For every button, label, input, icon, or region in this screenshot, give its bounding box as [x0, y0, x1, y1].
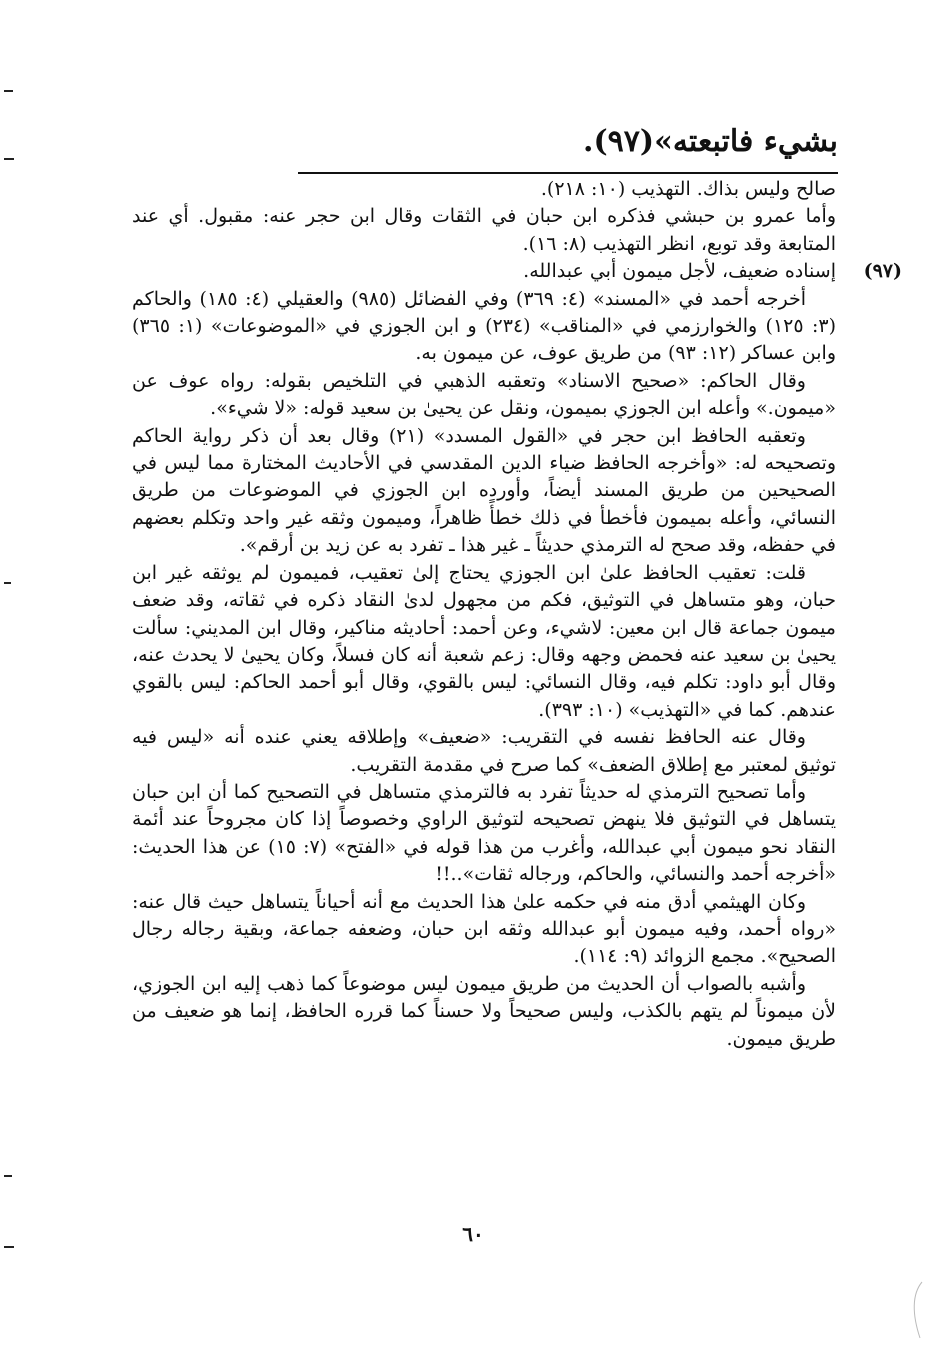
- running-title: بشيء فاتبعته»(٩٧).: [583, 124, 838, 159]
- paragraph: أخرجه أحمد في «المسند» (٤: ٣٦٩) وفي الفضائل (٩٨٥) والعقيلي (٤: ١٨٥) والحاكم (٣: ١٢٥) والخوارزمي في «المناقب» (٢٣٤) و ابن الجوزي في «الموضوعات» (١: ٣٦٥) وابن عساكر (١٢: ٩٣) من طريق عوف، عن ميمون به.: [132, 287, 836, 365]
- paragraph: وأما عمرو بن حبشي فذكره ابن حبان في الثقات وقال ابن حجر عنه: مقبول. أي عند المتابعة وقد توبع، انظر التهذيب (٨: ١٦).: [132, 205, 836, 255]
- header-rule: [298, 172, 838, 174]
- margin-mark: [4, 90, 13, 92]
- body-text: [132, 176, 902, 1053]
- paragraph: وكان الهيثمي أدق منه في حكمه علىٰ هذا الحديث مع أنه أحياناً يتساهل حيث قال عنه: «رواه أحمد، وفيه ميمون أبو عبدالله وثقه ابن حبان، وضعفه جماعة، وبقية رجاله رجال الصحيح». مجمع الزوائد (٩: ١١٤).: [132, 890, 836, 968]
- footnote-heading: [132, 258, 902, 285]
- paragraph: إسناده ضعيف، لأجل ميمون أبي عبدالله.: [523, 260, 836, 283]
- margin-mark: [4, 1246, 14, 1248]
- paragraph: وأشبه بالصواب أن الحديث من طريق ميمون ليس موضوعاً كما ذهب إليه ابن الجوزي، لأن ميموناً لم يتهم بالكذب، وليس صحيحاً ولا حسناً كما قرره الحافظ، إنما هو ضعيف من طريق ميمون.: [132, 972, 836, 1050]
- margin-mark: [4, 158, 14, 160]
- page-number: ٦٠: [462, 1222, 484, 1246]
- margin-mark: [4, 1175, 12, 1177]
- paragraph: قلت: تعقيب الحافظ علىٰ ابن الجوزي يحتاج إلىٰ تعقيب، فميمون لم يوثقه غير ابن حبان، وهو متساهل في التوثيق، فكم من مجهول لدىٰ النقاد ذكره في ثقاته، وقد ضعف ميمون جماعة قال ابن معين: لاشيء، وعن أحمد: أحاديثه مناكير، وقال ابن المديني: سألت يحيىٰ بن سعيد عنه فحمض وجهه وقال: زعم شعبة أنه كان فسلاً، وكان يحيىٰ لا يحدث عنه، وقال أبو داود: تكلم فيه، وقال النسائي: ليس بالقوي، وقال أبو أحمد الحاكم: ليس بالقوي عندهم. كما في «التهذيب» (١٠: ٣٩٣).: [132, 561, 836, 721]
- paragraph: وتعقبه الحافظ ابن حجر في «القول المسدد» (٢١) وقال بعد أن ذكر رواية الحاكم وتصحيحه له: «وأخرجه الحافظ ضياء الدين المقدسي في الأحاديث المختارة مما ليس في الصحيحين من طريق المسند أيضاً، وأورده ابن الجوزي في الموضوعات من طريق النسائي، وأعله بميمون فأخطأ في ذلك خطأً ظاهراً، وميمون وثقه غير واحد وتكلم بعضهم في حفظه، وقد صحح له الترمذي حديثاً ـ غير هذا ـ تفرد به عن زيد بن أرقم».: [132, 424, 836, 557]
- paragraph: صالح وليس بذاك. التهذيب (١٠: ٢١٨).: [540, 178, 836, 200]
- footnote-number: (٩٧): [863, 260, 902, 283]
- page-curl-mark: [908, 1280, 928, 1340]
- paragraph: وقال الحاكم: «صحيح الاسناد» وتعقبه الذهبي في التلخيص بقوله: رواه عوف عن «ميمون.» وأعله ابن الجوزي بميمون، ونقل عن يحيىٰ بن سعيد قوله: «لا شيء».: [132, 369, 836, 420]
- paragraph: وقال عنه الحافظ نفسه في التقريب: «ضعيف» وإطلاقه يعني عنده أنه «ليس فيه توثيق لمعتبر مع إطلاق الضعف» كما صرح في مقدمة التقريب.: [132, 726, 836, 776]
- paragraph: وأما تصحيح الترمذي له حديثاً تفرد به فالترمذي متساهل في التصحيح كما أن ابن حبان يتساهل في التوثيق فلا ينهض تصحيحه لتوثيق الراوي وخصوصاً إذا كان مجروحاً عند أئمة النقاد نحو ميمون أبي عبدالله، وأغرب من هذا قوله في «الفتح» (٧: ١٥) عن هذا الحديث: «أخرجه أحمد والنسائي، والحاكم، ورجاله ثقات»..!!: [132, 780, 836, 886]
- margin-mark: [4, 582, 11, 584]
